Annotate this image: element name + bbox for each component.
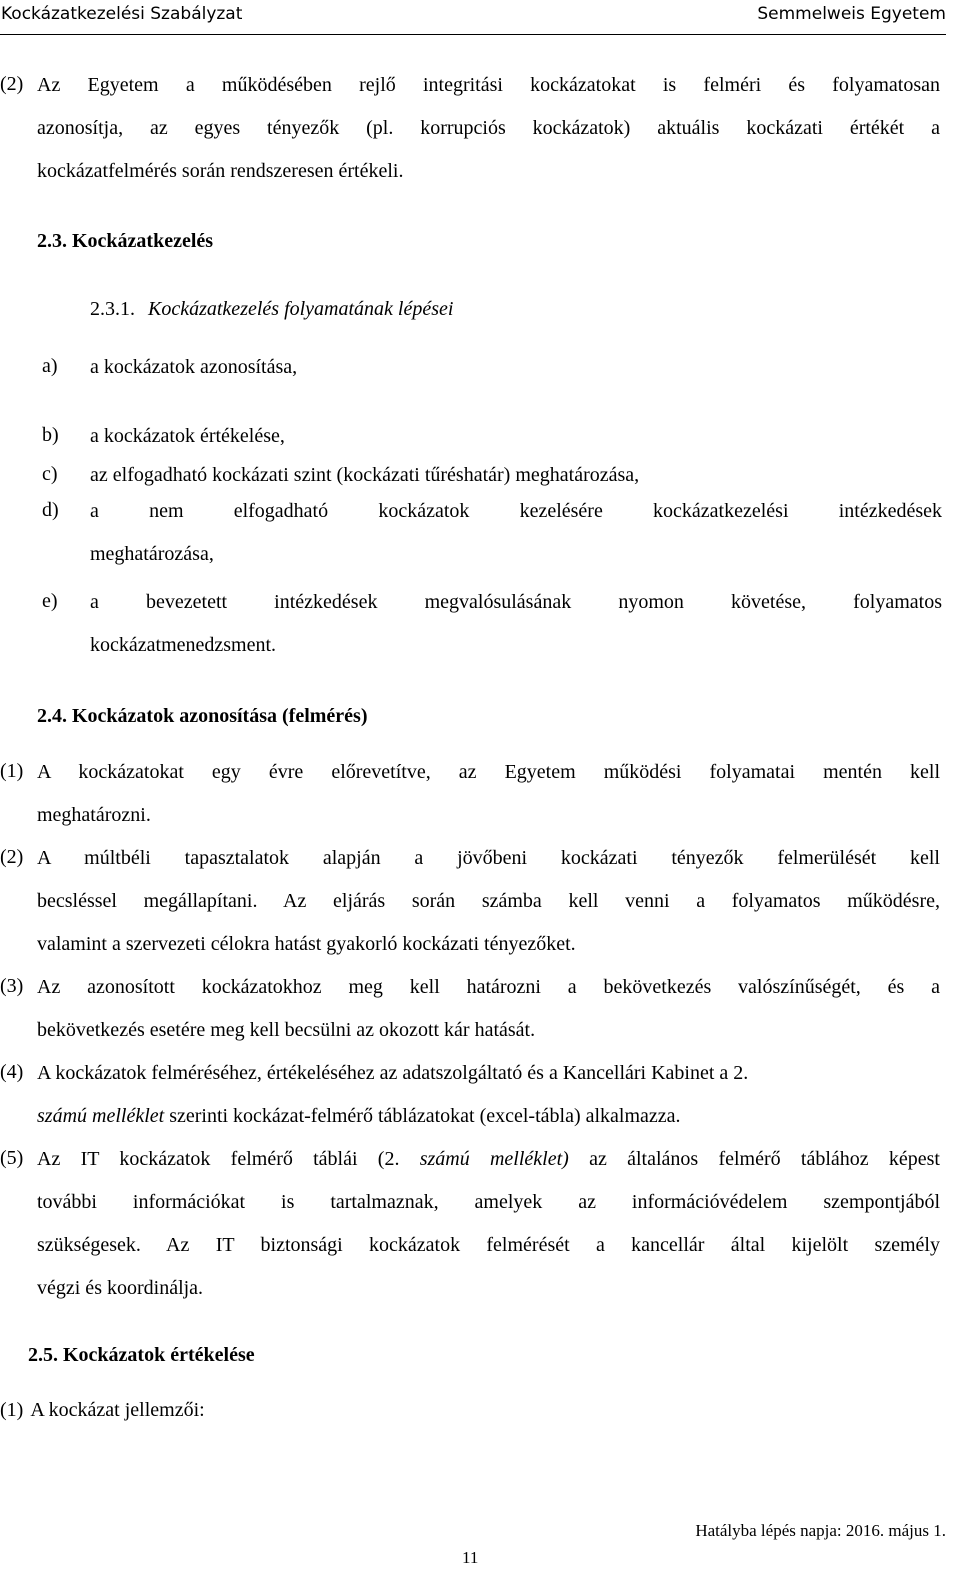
list-letter: d) — [42, 499, 59, 521]
subsection-heading-2-3-1 — [90, 298, 453, 321]
paragraph-number: (2) — [0, 73, 24, 95]
text-line: kockázatmenedzsment. — [90, 634, 277, 656]
text-line: Az Egyetem a működésében rejlő integritási kockázatokat is felméri és folyamatosan — [37, 74, 940, 96]
text-line: az elfogadható kockázati szint (kockázati tűréshatár) meghatározása, — [90, 464, 640, 486]
running-header-institution: Semmelweis Egyetem — [757, 4, 946, 24]
text-line: Az azonosított kockázatokhoz meg kell határozni a bekövetkezés valószínűségét, és a — [37, 976, 940, 998]
paragraph-2-text — [37, 64, 940, 193]
subsection-number: 2.3.1. — [90, 298, 135, 320]
paragraph-number: (2) — [0, 846, 24, 868]
text-line: bekövetkezés esetére meg kell becsülni az okozott kár hatását. — [37, 1019, 536, 1041]
text-line: valamint a szervezeti célokra hatást gyakorló kockázati tényezőket. — [37, 933, 576, 955]
text-line: a nem elfogadható kockázatok kezelésére kockázatkezelési intézkedések — [90, 500, 942, 522]
paragraph-text: A kockázat jellemzői: — [30, 1399, 205, 1421]
text-line: meghatározni. — [37, 804, 151, 826]
section-title: Kockázatkezelés — [72, 230, 214, 252]
subsection-title: Kockázatkezelés folyamatának lépései — [148, 298, 454, 320]
text-span: szerinti kockázat-felmérő táblázatokat (excel-tábla) alkalmazza. — [164, 1105, 681, 1127]
text-line: becsléssel megállapítani. Az eljárás során számba kell venni a folyamatos működésre, — [37, 890, 940, 912]
text-line: A múltbéli tapasztalatok alapján a jövőbeni kockázati tényezők felmerülését kell — [37, 847, 940, 869]
text-line: kockázatfelmérés során rendszeresen értékeli. — [37, 160, 404, 182]
paragraph-number: (1) — [0, 1399, 24, 1421]
text-line: azonosítja, az egyes tényezők (pl. korrupciós kockázatok) aktuális kockázati értékét a — [37, 117, 940, 139]
text-line: végzi és koordinálja. — [37, 1277, 204, 1299]
text-line: a kockázatok azonosítása, — [90, 356, 298, 378]
header-divider — [0, 34, 946, 35]
page-number: 11 — [462, 1548, 479, 1567]
section-title: Kockázatok értékelése — [63, 1344, 255, 1366]
section-heading-2-5 — [28, 1344, 255, 1367]
paragraph-number: (4) — [0, 1061, 24, 1083]
annex-reference: számú melléklet — [37, 1105, 165, 1127]
text-line: meghatározása, — [90, 543, 214, 565]
text-span: Az IT kockázatok felmérő táblái (2. — [37, 1148, 420, 1170]
paragraph-2-5-1 — [0, 1399, 205, 1422]
paragraph-number: (1) — [0, 760, 24, 782]
text-line — [37, 1095, 940, 1138]
list-letter: b) — [42, 424, 59, 446]
list-letter: c) — [42, 463, 58, 485]
text-span: az általános felmérő táblához képest — [568, 1148, 940, 1170]
effective-date: Hatályba lépés napja: 2016. május 1. — [695, 1521, 946, 1540]
running-header-title: Kockázatkezelési Szabályzat — [1, 4, 243, 24]
text-line: a bevezetett intézkedések megvalósulásának nyomon követése, folyamatos — [90, 591, 942, 613]
text-line: A kockázatok felméréséhez, értékeléséhez az adatszolgáltató és a Kancellári Kabinet a 2. — [37, 1062, 749, 1084]
text-line: a kockázatok értékelése, — [90, 425, 285, 447]
section-title: Kockázatok azonosítása (felmérés) — [72, 705, 368, 727]
text-line: további információkat is tartalmaznak, amelyek az információvédelem szempontjából — [37, 1191, 940, 1213]
paragraph-number: (3) — [0, 975, 24, 997]
text-line: szükségesek. Az IT biztonsági kockázatok felmérését a kancellár által kijelölt személy — [37, 1234, 940, 1256]
section-number: 2.5. — [28, 1344, 58, 1366]
section-number: 2.3. — [37, 230, 67, 252]
text-line: A kockázatokat egy évre előrevetítve, az Egyetem működési folyamatai mentén kell — [37, 761, 940, 783]
annex-reference: számú melléklet) — [419, 1148, 569, 1170]
section-heading-2-3 — [37, 230, 213, 253]
section-number: 2.4. — [37, 705, 67, 727]
list-letter: a) — [42, 355, 58, 377]
text-line — [37, 1138, 940, 1181]
section-heading-2-4 — [37, 705, 368, 728]
list-letter: e) — [42, 590, 58, 612]
paragraph-number: (5) — [0, 1147, 24, 1169]
